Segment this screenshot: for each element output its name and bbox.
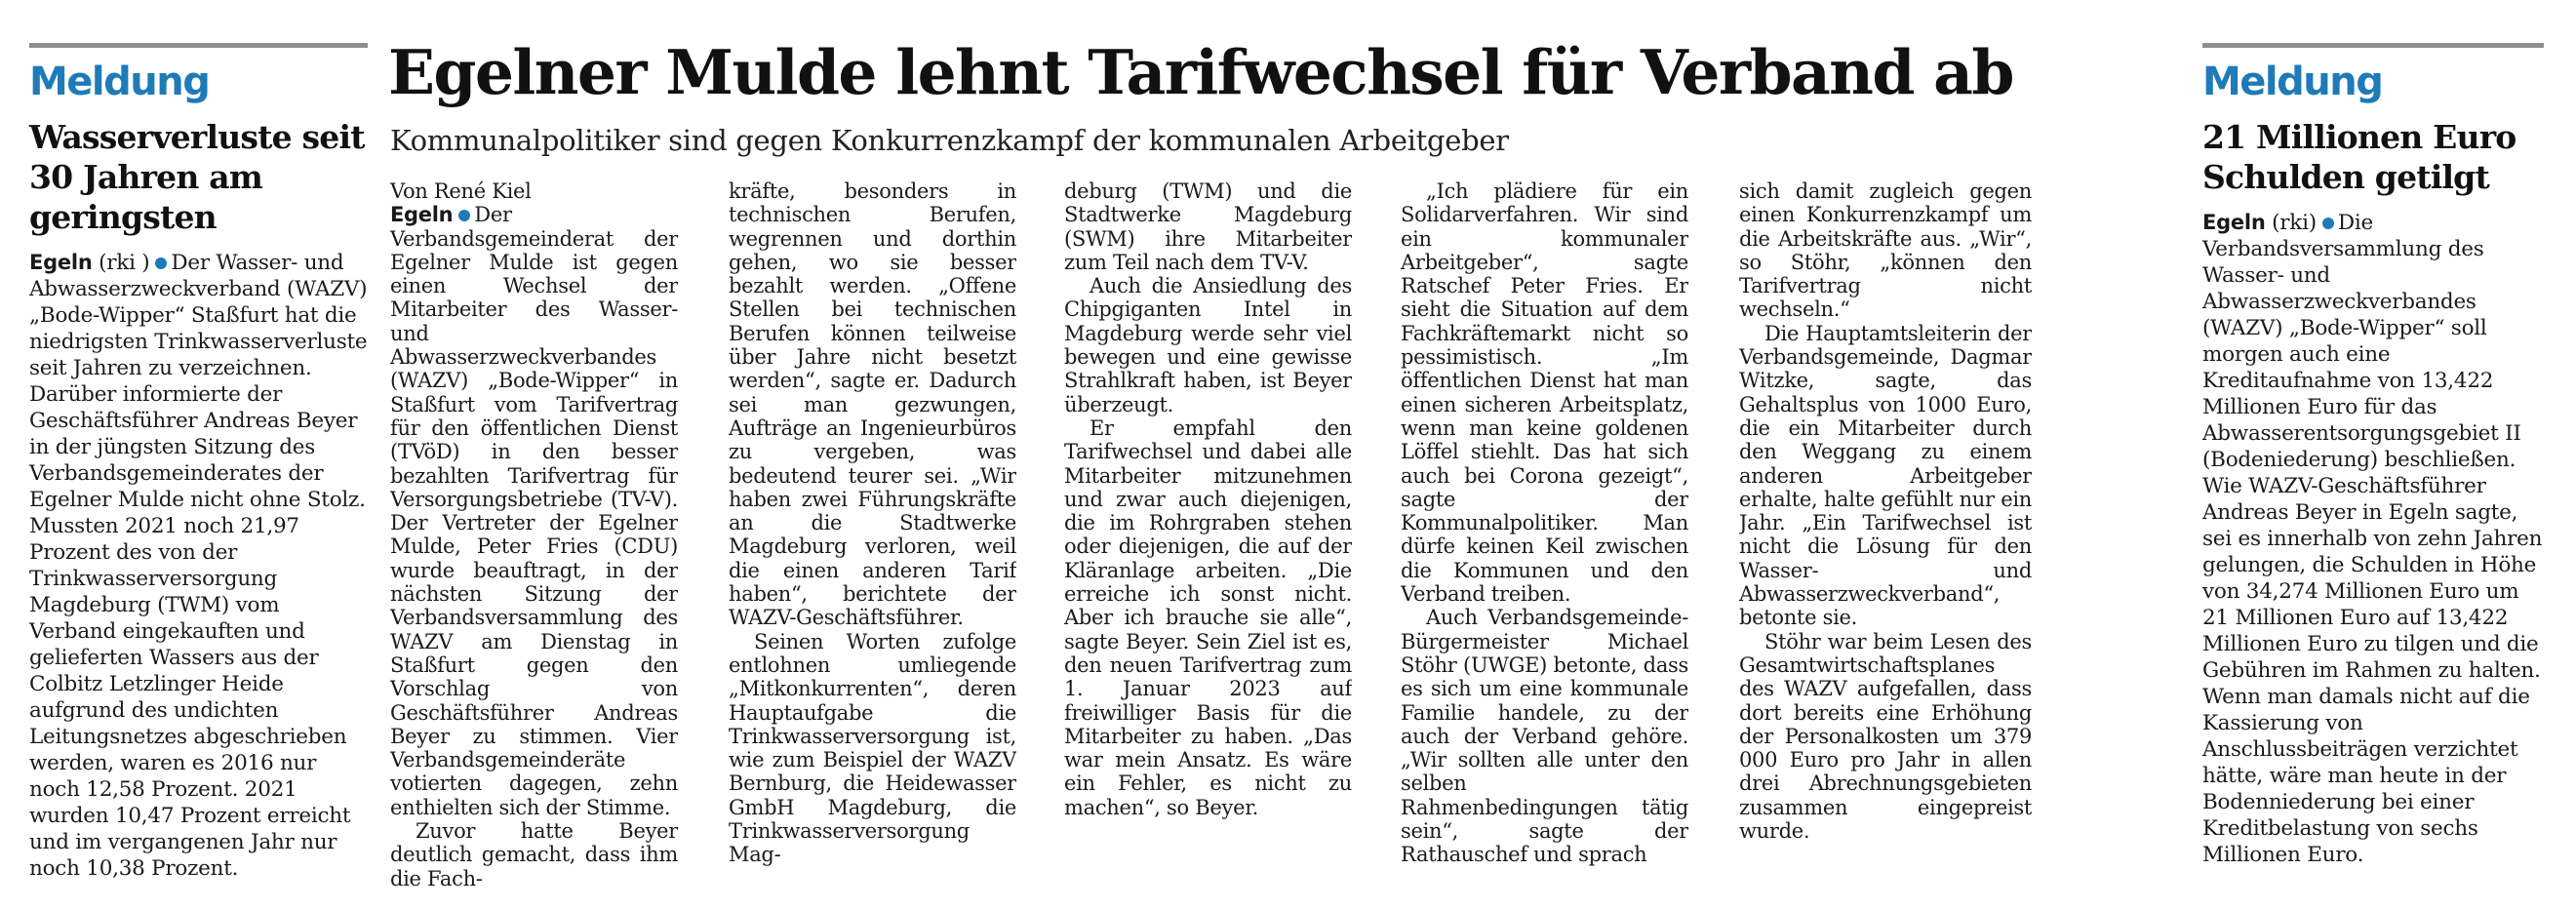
bullet-dot-icon <box>2322 218 2334 229</box>
dateline-source: (rki) <box>2272 211 2317 235</box>
article-paragraph: Stöhr war beim Lesen des Gesamtwirtschaftsplanes des WAZV aufgefallen, dass dort bereits eine Erhöhung der Personalkosten um 379 000 Euro pro Jahr in allen drei Abrechnungsgebieten zusammen eingepreist wurde. <box>1739 629 2032 844</box>
sidebar-text: Die Verbandsversammlung des Wasser- und Abwasserzweckverbandes (WAZV) „Bode-Wipper“ soll morgen auch eine Kreditaufnahme von 13,422 Millionen Euro für das Abwasserentsorgungsgebiet II (Bodeniederung) beschließen. Wie WAZV-Geschäftsführer Andreas Beyer in Egeln sagte, sei es innerhalb von zehn Jahren gelungen, die Schulden in Höhe von 34,274 Millionen Euro um 21 Millionen Euro auf 13,422 Millionen Euro zu tilgen und die Gebühren im Rahmen zu halten. Wenn man damals nicht auf die Kassierung von Anschlussbeiträgen verzichtet hätte, wäre man heute in der Bodenniederung bei einer Kreditbelastung von sechs Millionen Euro. <box>2202 211 2543 867</box>
bullet-dot-icon <box>458 210 470 221</box>
sidebar-rule <box>2202 43 2544 48</box>
article-column-2 <box>729 179 1016 909</box>
article-paragraph <box>390 203 678 819</box>
article-paragraph: deburg (TWM) und die Stadtwerke Magdeburg (SWM) ihre Mitarbeiter zum Teil nach dem TV-V. <box>1064 179 1352 274</box>
dateline-place: Egeln <box>29 251 93 274</box>
sidebar-text: Der Wasser- und Abwasserzweckverband (WAZV)„Bode-Wipper“ Staßfurt hat die niedrigsten Trinkwasserverluste seit Jahren zu verzeichnen. Darüber informierte der Geschäftsführer Andreas Beyer in der jüngsten Sitzung des Verbandsgemeinderates der Egelner Mulde nicht ohne Stolz. Mussten 2021 noch 21,97 Prozent des von der Trinkwasserversorgung Magdeburg (TWM) vom Verband eingekauften und gelieferten Wassers aus der Colbitz Letzlinger Heide aufgrund des undichten Leitungsnetzes abgeschrieben werden, waren es 2016 nur noch 12,58 Prozent. 2021 wurden 10,47 Prozent erreicht und im vergangenen Jahr nur noch 10,38 Prozent. <box>29 251 368 881</box>
sidebar-headline: Wasserverluste seit 30 Jahren am geringsten <box>29 118 365 236</box>
paragraph-text: Der Verbandsgemeinderat der Egelner Mulde ist gegen einen Wechsel der Mitarbeiter des Wasser- und Abwasserzweckverbandes (WAZV) „Bode-Wipper“ in Staßfurt vom Tarifvertrag für den öffentlichen Dienst (TVöD) in den besser bezahlten Tarifvertrag für Versorgungsbetriebe (TV-V). Der Vertreter der Egelner Mulde, Peter Fries (CDU) wurde beauftragt, in der nächsten Sitzung der Verbandsversammlung des WAZV am Dienstag in Staßfurt gegen den Vorschlag von Geschäftsführer Andreas Beyer zu stimmen. Vier Verbandsgemeinderäte votierten dagegen, zehn enthielten sich der Stimme. <box>390 203 678 819</box>
article-paragraph: Er empfahl den Tarifwechsel und dabei alle Mitarbeiter mitzunehmen und zwar auch diejenigen, die im Rohrgraben stehen oder diejenigen, die auf der Kläranlage arbeiten. „Die erreiche ich sonst nicht. Aber ich brauche sie alle“, sagte Beyer. Sein Ziel ist es, den neuen Tarifvertrag zum 1. Januar 2023 auf freiwilliger Basis für die Mitarbeiter zu haben. „Das war mein Ansatz. Es wäre ein Fehler, es nicht zu machen“, so Beyer. <box>1064 415 1352 819</box>
article-paragraph: Auch Verbandsgemeinde-Bürgermeister Michael Stöhr (UWGE) betonte, dass es sich um eine kommunale Familie handele, zu der auch der Verband gehöre. „Wir sollten alle unter den selben Rahmenbedingungen tätig sein“, sagte der Rathauschef und sprach <box>1401 606 1688 867</box>
article-paragraph: Zuvor hatte Beyer deutlich gemacht, dass ihm die Fach- <box>390 819 678 890</box>
article-paragraph: Seinen Worten zufolge entlohnen umliegende „Mitkonkurrenten“, deren Hauptaufgabe die Trinkwasserversorgung ist, wie zum Beispiel der WAZV Bernburg, die Heidewasser GmbH Magdeburg, die Trinkwasserversorgung Mag- <box>729 629 1016 867</box>
sidebar-body <box>2202 210 2544 868</box>
left-sidebar-notice <box>29 43 368 882</box>
article-author: Von René Kiel <box>390 179 532 203</box>
sidebar-body <box>29 250 368 882</box>
bullet-dot-icon <box>155 257 167 269</box>
article-paragraph: „Ich plädiere für ein Solidarverfahren. Wir sind ein kommunaler Arbeitgeber“, sagte Ratschef Peter Fries. Er sieht die Situation auf dem Fachkräftemarkt nicht so pessimistisch. „Im öffentlichen Dienst hat man einen sicheren Arbeitsplatz, wenn man keine goldenen Löffel stiehlt. Das hat sich auch bei Corona gezeigt“, sagte der Kommunalpolitiker. Man dürfe keinen Keil zwischen die Kommunen und den Verband treiben. <box>1401 179 1688 607</box>
dateline-source: (rki ) <box>99 251 150 275</box>
sidebar-headline: 21 Millionen Euro Schulden getilgt <box>2202 118 2517 196</box>
article-paragraph: kräfte, besonders in technischen Berufen, wegrennen und dorthin gehen, wo sie besser bezahlt werden. „Offene Stellen bei technischen Berufen können teilweise über Jahre nicht besetzt werden“, sagte er. Dadurch sei man gezwungen, Aufträge an Ingenieurbüros zu vergeben, was bedeutend teurer sei. „Wir haben zwei Führungskräfte an die Stadtwerke Magdeburg verloren, weil die einen anderen Tarif haben“, berichtete der WAZV-Geschäftsführer. <box>729 179 1016 630</box>
dateline-place: Egeln <box>390 203 454 227</box>
sidebar-kicker: Meldung <box>2202 59 2383 104</box>
sidebar-rule <box>29 43 368 48</box>
right-sidebar-notice <box>2202 43 2544 868</box>
sidebar-kicker: Meldung <box>29 59 210 104</box>
article-column-4 <box>1401 179 1688 909</box>
dateline-place: Egeln <box>2202 211 2266 234</box>
article-column-1 <box>390 179 678 909</box>
article-paragraph: sich damit zugleich gegen einen Konkurrenzkampf um die Arbeitskräfte aus. „Wir“, so Stöhr, „können den Tarifvertrag nicht wechseln.“ <box>1739 179 2032 322</box>
article-subtitle: Kommunalpolitiker sind gegen Konkurrenzkampf der kommunalen Arbeitgeber <box>390 124 1509 157</box>
article-column-5 <box>1739 179 2032 909</box>
article-title: Egelner Mulde lehnt Tarifwechsel für Verband ab <box>388 36 2013 108</box>
article-paragraph: Die Hauptamtsleiterin der Verbandsgemeinde, Dagmar Witzke, sagte, das Gehaltsplus von 1000 Euro, die ein Mitarbeiter durch den Weggang zu einem anderen Arbeitgeber erhalte, halte gefühlt nur ein Jahr. „Ein Tarifwechsel ist nicht die Lösung für den Wasser- und Abwasserzweckverband“, betonte sie. <box>1739 321 2032 630</box>
article-column-3 <box>1064 179 1352 909</box>
article-paragraph: Auch die Ansiedlung des Chipgiganten Intel in Magdeburg werde sehr viel bewegen und eine gewisse Strahlkraft haben, ist Beyer überzeugt. <box>1064 274 1352 416</box>
